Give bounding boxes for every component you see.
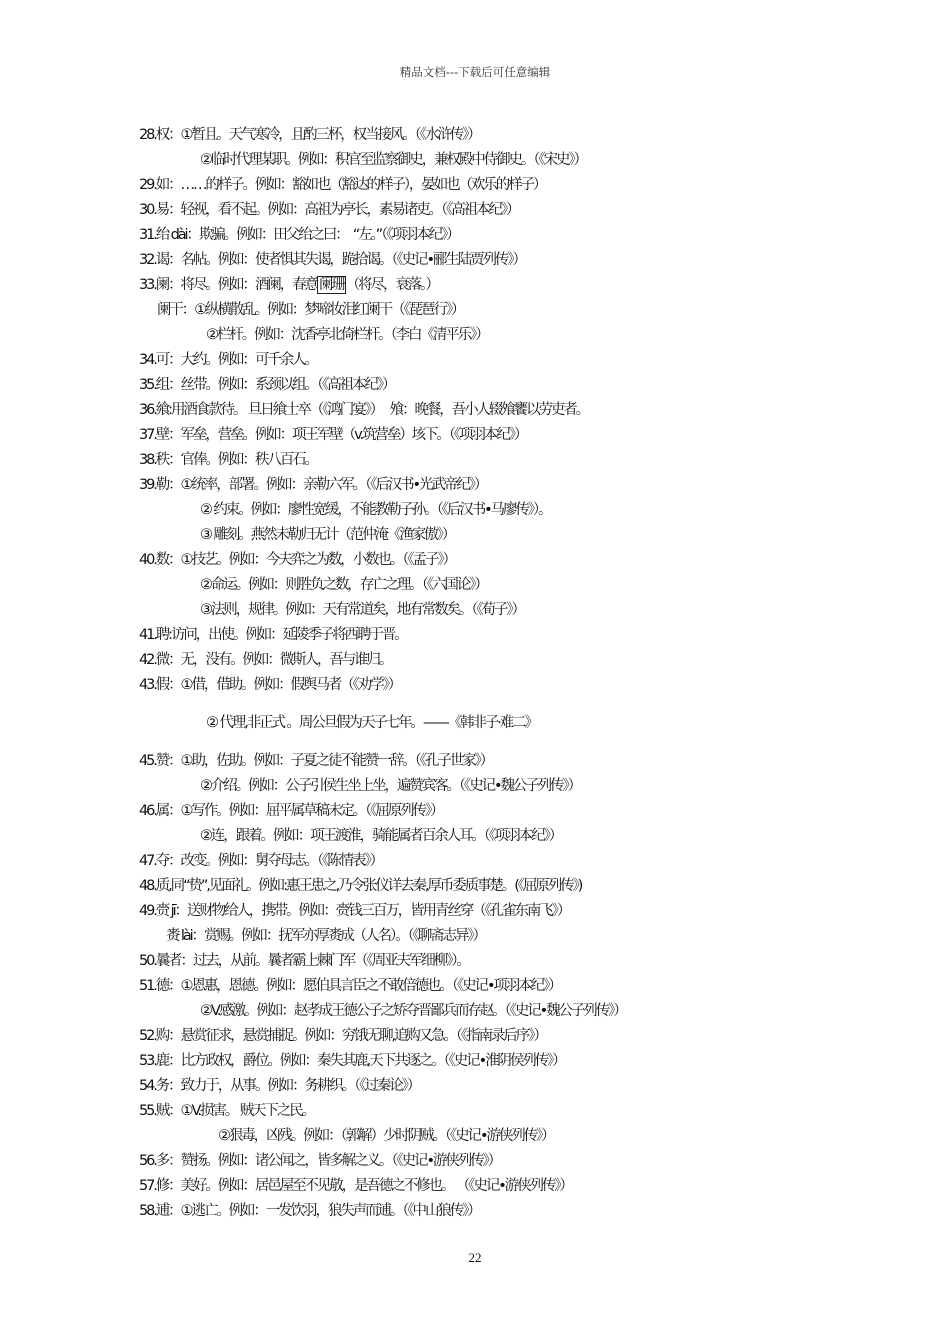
entry-text: 33.阑：将尽。例如：酒阑，春意 bbox=[139, 277, 317, 293]
entry-line: 54.务：致力于，从事。例如：务耕织。（《过秦论》） bbox=[139, 1078, 420, 1094]
entry-line: 50.曩者：过去，从前。曩者霸上棘门军（《周亚夫军细柳》）。 bbox=[139, 953, 469, 969]
entry-line: 阑干：①纵横散乱。例如：梦啼妆泪红阑干（《琵琶行》） bbox=[157, 302, 464, 318]
entry-line: 48.质,同“贽”,见面礼。例如:惠王患之,乃令张仪详去秦,厚币委质事楚。(《屈原列传》) bbox=[139, 878, 582, 894]
entry-line: 49.赍 jī：送财物给人，携带。例如：赍钱三百万，皆用青丝穿（《孔雀东南飞》） bbox=[139, 903, 570, 919]
entry-line: ③ 雕刻。燕然未勒归无计（范仲淹《渔家傲》） bbox=[200, 527, 455, 543]
entry-line: ②V.感激。例如：赵孝成王德公子之矫夺晋鄙兵而存赵。（《史记•魏公子列传》） bbox=[200, 1003, 626, 1019]
entry-line: 42.微：无，没有。例如：微斯人，吾与谁归。 bbox=[139, 652, 392, 668]
entry-line: 41.聘:访问，出使。例如：延陵季子将西聘于晋。 bbox=[139, 627, 407, 643]
entry-line: ③法则，规律。例如：天有常道矣，地有常数矣。（《荀子》） bbox=[200, 602, 524, 618]
entry-line bbox=[0, 273, 950, 298]
spacer bbox=[0, 736, 950, 749]
page-number: 22 bbox=[468, 1250, 482, 1265]
entry-line: 58.逋：①逃亡。例如：一发饮羽，狼失声而逋。（《中山狼传》） bbox=[139, 1203, 480, 1219]
entry-line: 39.勒：①统率，部署。例如：亲勒六军。（《后汉书•光武帝纪》） bbox=[139, 477, 487, 493]
spacer bbox=[0, 698, 950, 711]
entry-line: 52.购：悬赏征求，悬赏捕捉。例如：穷饿无聊,追购又急。（《指南录后序》） bbox=[139, 1028, 546, 1044]
entry-line: 43.假：①借，借助。例如：假舆马者（《劝学》） bbox=[139, 677, 401, 693]
entry-line: 46.属：①写作。例如：屈平属草稿未定。（《屈原列传》） bbox=[139, 803, 443, 819]
entry-line: 34.可：大约。例如：可千余人。 bbox=[139, 352, 317, 368]
entry-line: 47.夺：改变。例如：舅夺母志。（《陈情表》） bbox=[139, 853, 383, 869]
entry-line: 38.秩：官俸。例如：秩八百石。 bbox=[139, 452, 317, 468]
entry-line: 30.易：轻视，看不起。例如：高祖为亭长，素易诸吏。（《高祖本纪》） bbox=[139, 202, 519, 218]
entry-line: ② 代理,非正式 。周公旦假为天子七年。——《韩非子·难二》 bbox=[206, 715, 537, 731]
entry-line: 37.壁：军垒，营垒。例如：项王军壁（v.筑营垒）垓下。（《项羽本纪》） bbox=[139, 427, 527, 443]
entry-line: 35.组：丝带。例如：系颈以组。（《高祖本纪》） bbox=[139, 377, 395, 393]
document-body bbox=[0, 123, 950, 1224]
entry-line: 57.修：美好。例如：居邑屋至不见敬，是吾德之不修也。 （《史记•游侠列传》） bbox=[139, 1178, 572, 1194]
entry-line: 55.贼：①V.损害。 贼天下之民。 bbox=[139, 1103, 315, 1119]
entry-line: ② 约束。例如：廖性宽缓，不能教勒子孙。（《后汉书•马廖传》）。 bbox=[200, 502, 551, 518]
entry-line: ②狠毒，凶残。例如：（郭解）少时阴贼。（《史记•游侠列传》） bbox=[218, 1128, 554, 1144]
page-header: 精品文档---下载后可任意编辑 bbox=[399, 65, 551, 79]
entry-line: 56.多：赞扬。例如：诸公闻之，皆多解之义。（《史记•游侠列传》） bbox=[139, 1153, 501, 1169]
entry-text: （将尽，衰落。） bbox=[345, 277, 438, 293]
entry-line: ②连，跟着。例如：项王渡淮，骑能属者百余人耳。（《项羽本纪》） bbox=[200, 828, 562, 844]
entry-line: 31.绐 dài：欺骗。例如：田父绐之曰： “左。”（《项羽本纪》） bbox=[139, 227, 459, 243]
entry-line: 51.德：①恩惠，恩德。例如：愿伯具言臣之不敢倍德也。（《史记•项羽本纪》） bbox=[139, 978, 561, 994]
entry-line: 45.赞：①助，佐助。例如：子夏之徒不能赞一辞。（《孔子世家》） bbox=[139, 753, 493, 769]
entry-line: 29.如：……的样子。例如：豁如也（豁达的样子），晏如也（欢乐的样子） bbox=[139, 177, 546, 193]
entry-line: ②临时代理某职。例如：积官至监察御史，兼权殿中侍御史。（《宋史》） bbox=[200, 152, 586, 168]
entry-line: ②栏杆。例如：沈香亭北倚栏杆。（李白《清平乐》） bbox=[206, 327, 488, 343]
entry-line: ②命运。例如：则胜负之数，存亡之理。（《六国论》） bbox=[200, 577, 487, 593]
entry-line: 32.谒：名帖。例如：使者惧其失谒，跪拾谒。（《史记•郦生陆贾列传》） bbox=[139, 252, 525, 268]
entry-line: 53.鹿：比方政权，爵位。例如：秦失其鹿,天下共逐之。（《史记•淮阴侯列传》） bbox=[139, 1053, 565, 1069]
entry-line: 28.权：①暂且。天气寒冷，且酌三杯，权当接风。（《水浒传》） bbox=[139, 127, 480, 143]
entry-line: ②介绍。例如：公子引侯生坐上坐，遍赞宾客。（《史记•魏公子列传》） bbox=[200, 778, 580, 794]
entry-line: 40.数：①技艺。例如：今夫弈之为数，小数也。（《孟子》） bbox=[139, 552, 455, 568]
entry-line: 36.飨:用酒食款待。 旦日飨士卒（《鸿门宴》） 飧：晚餐，吾小人辍飧饔以劳吏者。 bbox=[139, 402, 589, 418]
boxed-word: 阑珊 bbox=[318, 277, 344, 293]
entry-line: 赉 lài：赏赐。例如：抚军亦厚赉成（人名）。（《聊斋志异》） bbox=[166, 928, 485, 944]
